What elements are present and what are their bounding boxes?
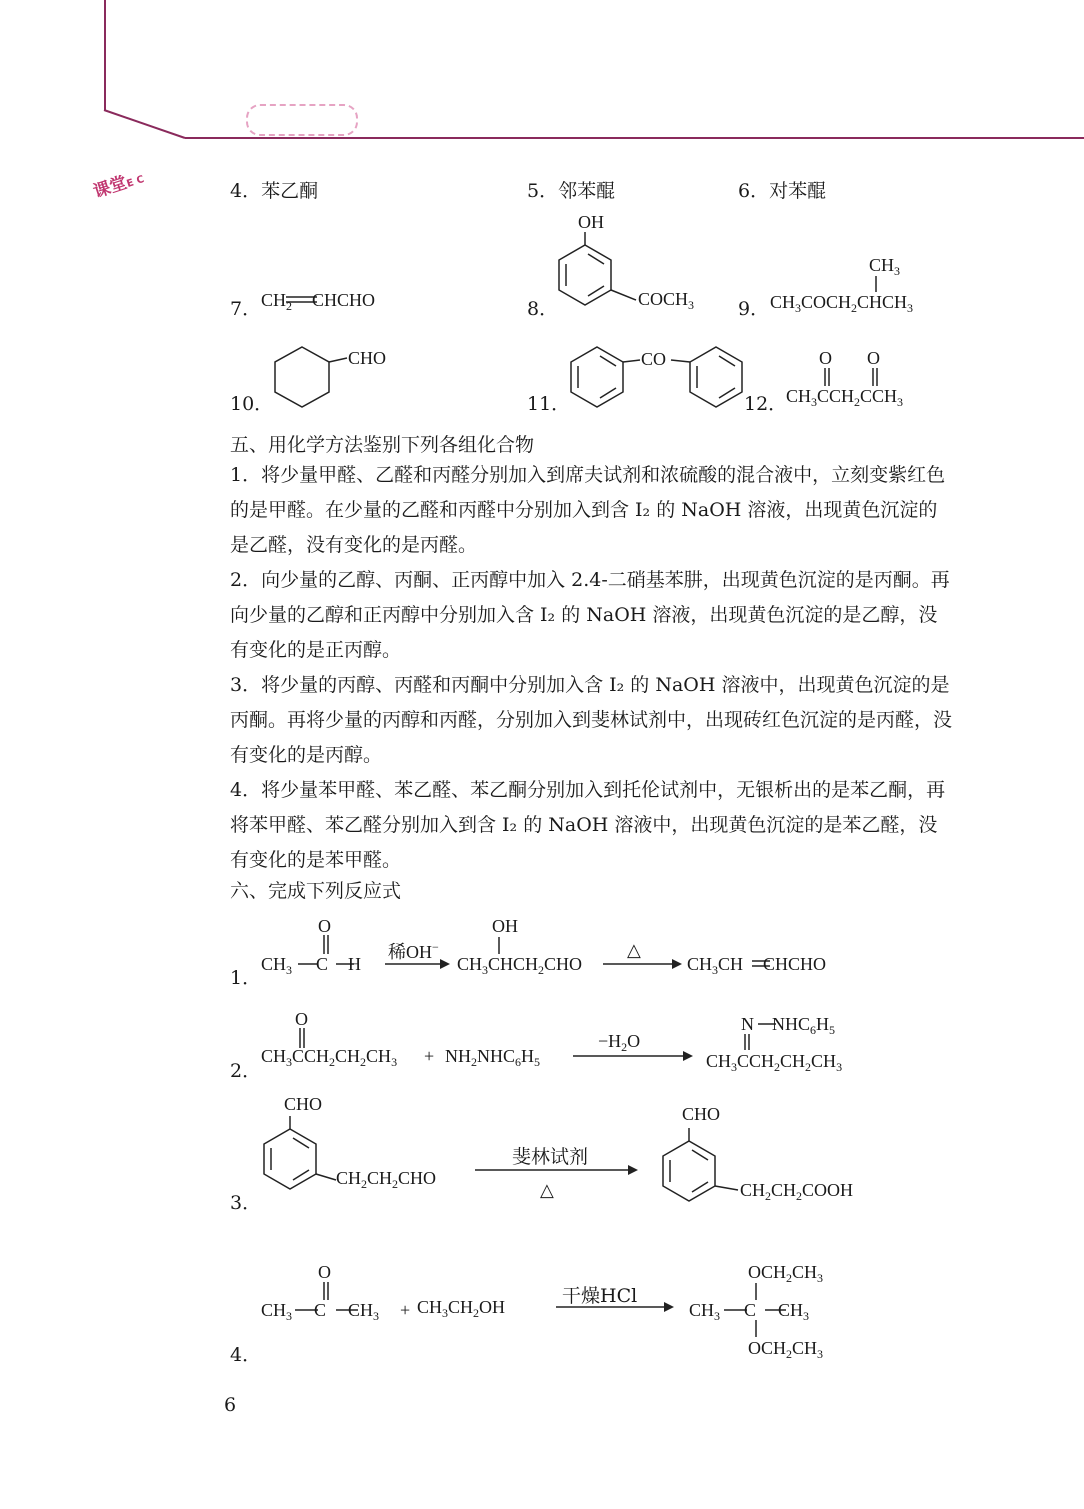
r1-reactant: $CH_3$ C H bbox=[261, 954, 362, 977]
r1-o: O bbox=[318, 916, 331, 936]
compound-8-oh: OH bbox=[578, 212, 604, 232]
r4-reagent: 干燥HCl bbox=[562, 1285, 638, 1307]
label-12: 12． bbox=[744, 393, 788, 415]
r2-n: N $NHC_6H_5$ bbox=[741, 1014, 836, 1037]
r1-intermediate: $CH_3CHCH_2CHO$ bbox=[457, 954, 583, 977]
r3-reagent: 斐林试剂 bbox=[512, 1146, 589, 1168]
r4-plus: + bbox=[400, 1300, 411, 1320]
item-5: 5．邻苯醌 bbox=[527, 180, 616, 202]
section5-p3: 3．将少量的丙醇、丙醛和丙酮中分别加入含 I₂ 的 NaOH 溶液中，出现黄色沉淀的是丙酮。再将少量的丙醇和丙醛，分别加入到斐林试剂中，出现砖红色沉淀的是丙醛，没有变化的是丙醇。 bbox=[230, 674, 953, 766]
r3-cho: CHO bbox=[284, 1094, 323, 1114]
r3-sidechain: $CH_2CH_2CHO$ bbox=[336, 1168, 437, 1191]
compound-9-ch3: $CH_3$ bbox=[869, 255, 901, 278]
r4-reactant: $CH_3$ C $CH_3$ bbox=[261, 1300, 380, 1323]
r2-reactant: $CH_3CCH_2CH_2CH_3$ bbox=[261, 1046, 398, 1069]
compound-7: $CH_2$ CHCHO bbox=[261, 290, 376, 313]
reaction4-num: 4． bbox=[230, 1344, 262, 1366]
r4-oet-top: $OCH_2CH_3$ bbox=[748, 1262, 824, 1285]
section5-p4: 4．将少量苯甲醛、苯乙醛、苯乙酮分别加入到托伦试剂中，无银析出的是苯乙酮，再将苯甲醛、苯乙醛分别加入到含 I₂ 的 NaOH 溶液中，出现黄色沉淀的是苯乙醛，没有变化的是苯甲醛。 bbox=[230, 779, 946, 871]
reaction2-num: 2． bbox=[230, 1060, 262, 1082]
compound-10-cho: CHO bbox=[348, 348, 387, 368]
item-6: 6．对苯醌 bbox=[738, 180, 827, 202]
item-4: 4．苯乙酮 bbox=[230, 180, 319, 202]
compound-12: $CH_3CCH_2CCH_3$ bbox=[786, 386, 904, 409]
r4-o: O bbox=[318, 1262, 331, 1282]
r1-product: $CH_3CH$ CHCHO bbox=[687, 954, 827, 977]
label-9: 9． bbox=[738, 298, 770, 320]
r3-product-cho: CHO bbox=[682, 1104, 721, 1124]
section6-title: 六、完成下列反应式 bbox=[230, 880, 402, 902]
r2-o: O bbox=[295, 1009, 308, 1029]
compound-12-o1: O bbox=[819, 348, 832, 368]
r3-product-sidechain: $CH_2CH_2COOH$ bbox=[740, 1180, 854, 1203]
header-decoration bbox=[0, 0, 1084, 160]
logo: 课堂E C bbox=[90, 172, 146, 203]
label-11: 11． bbox=[527, 393, 571, 415]
r1-reagent: 稀OH− bbox=[388, 940, 439, 962]
reaction3-num: 3． bbox=[230, 1192, 262, 1214]
section5-title: 五、用化学方法鉴别下列各组化合物 bbox=[230, 434, 535, 456]
compound-8-coch3: $COCH_3$ bbox=[638, 289, 695, 312]
r2-reactant2: $NH_2NHC_6H_5$ bbox=[445, 1046, 541, 1069]
r1-heat: △ bbox=[627, 940, 641, 960]
compound-11-co: CO bbox=[641, 349, 667, 369]
r2-plus: + bbox=[424, 1046, 435, 1066]
compound-9: $CH_3COCH_2CHCH_3$ bbox=[770, 292, 914, 315]
label-7: 7． bbox=[230, 298, 262, 320]
r1-oh: OH bbox=[492, 916, 518, 936]
r3-heat: △ bbox=[540, 1180, 554, 1200]
header-rule bbox=[185, 137, 1084, 139]
compound-12-o2: O bbox=[867, 348, 880, 368]
section5-p2: 2．向少量的乙醇、丙酮、正丙醇中加入 2.4-二硝基苯肼，出现黄色沉淀的是丙酮。再向少量的乙醇和正丙醇中分别加入含 I₂ 的 NaOH 溶液，出现黄色沉淀的是乙醇，没有变化的是正丙醇。 bbox=[230, 569, 950, 661]
r4-product: $CH_3$ C $CH_3$ bbox=[689, 1300, 810, 1323]
label-8: 8． bbox=[527, 298, 559, 320]
r2-product: $CH_3CCH_2CH_2CH_3$ bbox=[706, 1051, 843, 1074]
header-stamp bbox=[246, 104, 358, 136]
r4-oet-bottom: $OCH_2CH_3$ bbox=[748, 1338, 824, 1361]
r2-reagent: $-H_2O$ bbox=[598, 1031, 641, 1054]
reaction1-num: 1． bbox=[230, 967, 262, 989]
r4-reactant2: $CH_3CH_2OH$ bbox=[417, 1297, 506, 1320]
section5-p1: 1．将少量甲醛、乙醛和丙醛分别加入到席夫试剂和浓硫酸的混合液中，立刻变紫红色的是甲醛。在少量的乙醛和丙醛中分别加入到含 I₂ 的 NaOH 溶液，出现黄色沉淀的是乙醛，没有变化的是丙醛。 bbox=[230, 464, 946, 556]
page-number: 6 bbox=[224, 1394, 237, 1416]
label-10: 10． bbox=[230, 393, 274, 415]
